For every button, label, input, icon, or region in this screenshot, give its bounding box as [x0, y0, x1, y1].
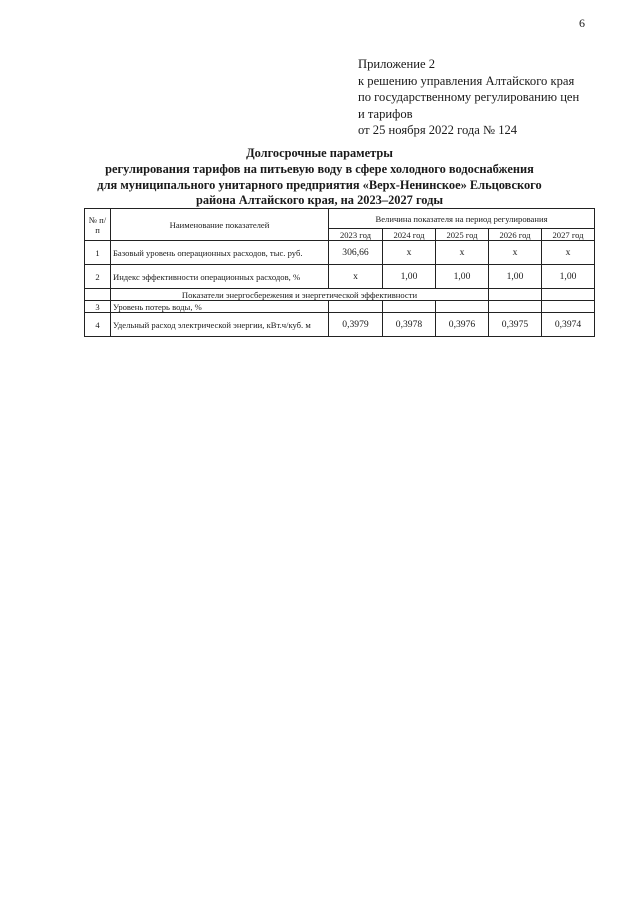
row-value: х: [383, 241, 436, 265]
table-row: [85, 301, 595, 313]
appendix-line: Приложение 2: [358, 57, 436, 71]
header-num: № п/п: [85, 209, 111, 241]
row-value: х: [489, 241, 542, 265]
table-row: [85, 265, 595, 289]
header-year: 2025 год: [436, 229, 489, 241]
header-year: 2023 год: [329, 229, 383, 241]
appendix-line: к решению управления Алтайского края: [358, 73, 575, 88]
row-value: [383, 301, 436, 313]
row-name: Базовый уровень операционных расходов, тыс. руб.: [111, 241, 329, 265]
row-num: 1: [85, 241, 111, 265]
title-line: для муниципального унитарного предприятия «Верх-Ненинское» Ельцовского: [97, 177, 542, 192]
page-number: 6: [579, 16, 585, 30]
header-year: 2027 год: [542, 229, 595, 241]
row-value: х: [542, 241, 595, 265]
row-name: Удельный расход электрической энергии, кВт.ч/куб. м: [111, 313, 329, 337]
header-year: 2024 год: [383, 229, 436, 241]
row-value: [436, 301, 489, 313]
section-row: [85, 289, 595, 301]
row-value: 0,3979: [329, 313, 383, 337]
row-value: 1,00: [542, 265, 595, 289]
row-name: Уровень потерь воды, %: [111, 301, 329, 313]
appendix-line: от 25 ноября 2022 года № 124: [358, 123, 518, 138]
row-value: 0,3976: [436, 313, 489, 337]
header-period: Величина показателя на период регулирования: [329, 209, 595, 229]
header-name: Наименование показателей: [111, 209, 329, 241]
appendix-line: и тарифов: [358, 106, 413, 121]
row-value: 306,66: [329, 241, 383, 265]
row-num: 2: [85, 265, 111, 289]
row-value: 1,00: [436, 265, 489, 289]
document-title: [0, 146, 639, 209]
row-value: 0,3974: [542, 313, 595, 337]
table-row: [85, 241, 595, 265]
row-num: 4: [85, 313, 111, 337]
row-value: 1,00: [383, 265, 436, 289]
appendix-block: [358, 56, 579, 139]
row-value: [489, 301, 542, 313]
row-value: 0,3978: [383, 313, 436, 337]
appendix-line: по государственному регулированию цен: [358, 90, 580, 105]
title-line: регулирования тарифов на питьевую воду в сфере холодного водоснабжения: [105, 161, 534, 176]
parameters-table: [84, 208, 595, 337]
header-year: 2026 год: [489, 229, 542, 241]
row-value: х: [436, 241, 489, 265]
title-line: Долгосрочные параметры: [246, 146, 393, 160]
row-value: х: [329, 265, 383, 289]
title-line: района Алтайского края, на 2023–2027 годы: [195, 193, 444, 208]
row-value: [329, 301, 383, 313]
row-value: [542, 301, 595, 313]
section-label: Показатели энергосбережения и энергетической эффективности: [111, 289, 489, 301]
row-name: Индекс эффективности операционных расходов, %: [111, 265, 329, 289]
row-value: 1,00: [489, 265, 542, 289]
row-value: 0,3975: [489, 313, 542, 337]
row-num: 3: [85, 301, 111, 313]
table-row: [85, 313, 595, 337]
